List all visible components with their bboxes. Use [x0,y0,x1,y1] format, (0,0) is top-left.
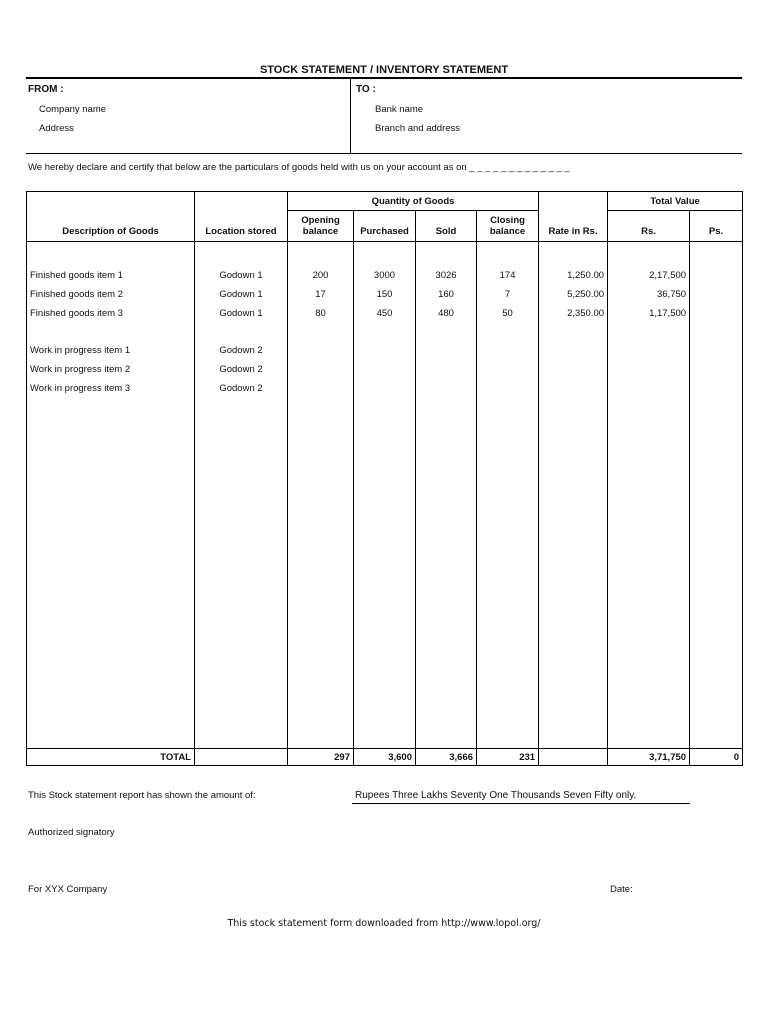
from-label: FROM : [28,84,64,95]
total-rs: 3,71,750 [608,749,690,766]
stock-table [26,191,743,766]
row-opening: 80 [288,304,354,323]
quantity-group-header: Quantity of Goods [288,192,539,211]
amount-words-text: Rupees Three Lakhs Seventy One Thousands Seven Fifty only. [355,790,637,801]
total-closing: 231 [477,749,539,766]
description-header: Description of Goods [27,211,195,242]
row-rs: 2,17,500 [608,266,690,285]
total-row [27,749,743,766]
total-opening: 297 [288,749,354,766]
to-branch-address: Branch and address [375,123,461,134]
row-rate: 2,350.00 [539,304,608,323]
row-location: Godown 2 [195,341,288,360]
row-ps [690,304,743,323]
row-sold: 160 [416,285,477,304]
title-rule [26,77,742,79]
row-closing: 50 [477,304,539,323]
row-rate: 1,250.00 [539,266,608,285]
from-address: Address [39,123,74,134]
row-purchased: 3000 [354,266,416,285]
row-location: Godown 2 [195,379,288,398]
row-ps [690,266,743,285]
date-label: Date: [610,884,633,895]
loc-header-blank [195,192,288,211]
table-row [27,341,743,360]
row-location: Godown 2 [195,360,288,379]
row-location: Godown 1 [195,304,288,323]
authorized-signatory: Authorized signatory [28,827,115,838]
rs-header: Rs. [608,211,690,242]
row-location: Godown 1 [195,266,288,285]
row-description: Finished goods item 3 [27,304,195,323]
total-purchased: 3,600 [354,749,416,766]
table-row [27,360,743,379]
declaration-text: We hereby declare and certify that below are the particulars of goods held with us on your account as on _ _ _ _ _ _ _ _ _ _ _ _ _ [28,162,570,173]
row-closing: 174 [477,266,539,285]
to-bank-name: Bank name [375,104,424,115]
row-purchased: 150 [354,285,416,304]
location-header: Location stored [195,211,288,242]
row-opening: 17 [288,285,354,304]
total-label: TOTAL [27,749,195,766]
total-sold: 3,666 [416,749,477,766]
ps-header: Ps. [690,211,743,242]
from-to-rule [26,153,742,154]
row-location: Godown 1 [195,285,288,304]
document-title: STOCK STATEMENT / INVENTORY STATEMENT [259,64,509,76]
row-description: Work in progress item 3 [27,379,195,398]
table-row [27,266,743,285]
rate-header: Rate in Rs. [539,211,608,242]
row-closing: 7 [477,285,539,304]
total-value-group-header: Total Value [608,192,743,211]
table-row [27,285,743,304]
amount-label: This Stock statement report has shown the amount of: [28,790,256,801]
table-row [27,304,743,323]
row-sold: 3026 [416,266,477,285]
row-sold: 480 [416,304,477,323]
row-purchased: 450 [354,304,416,323]
total-ps: 0 [690,749,743,766]
row-rate: 5,250.00 [539,285,608,304]
from-to-divider [350,79,351,153]
row-rs: 36,750 [608,285,690,304]
row-opening: 200 [288,266,354,285]
to-label: TO : [356,84,376,95]
desc-header-blank [27,192,195,211]
for-company: For XYX Company [28,884,108,895]
row-description: Work in progress item 2 [27,360,195,379]
rate-header-blank [539,192,608,211]
closing-header: Closing balance [477,211,539,242]
footer-note: This stock statement form downloaded from http://www.lopol.org/ [227,918,541,929]
row-description: Finished goods item 1 [27,266,195,285]
from-company-name: Company name [39,104,107,115]
opening-header: Opening balance [288,211,354,242]
row-rs: 1,17,500 [608,304,690,323]
table-row [27,379,743,398]
sold-header: Sold [416,211,477,242]
row-ps [690,285,743,304]
amount-in-words [352,790,690,804]
row-description: Finished goods item 2 [27,285,195,304]
row-description: Work in progress item 1 [27,341,195,360]
purchased-header: Purchased [354,211,416,242]
